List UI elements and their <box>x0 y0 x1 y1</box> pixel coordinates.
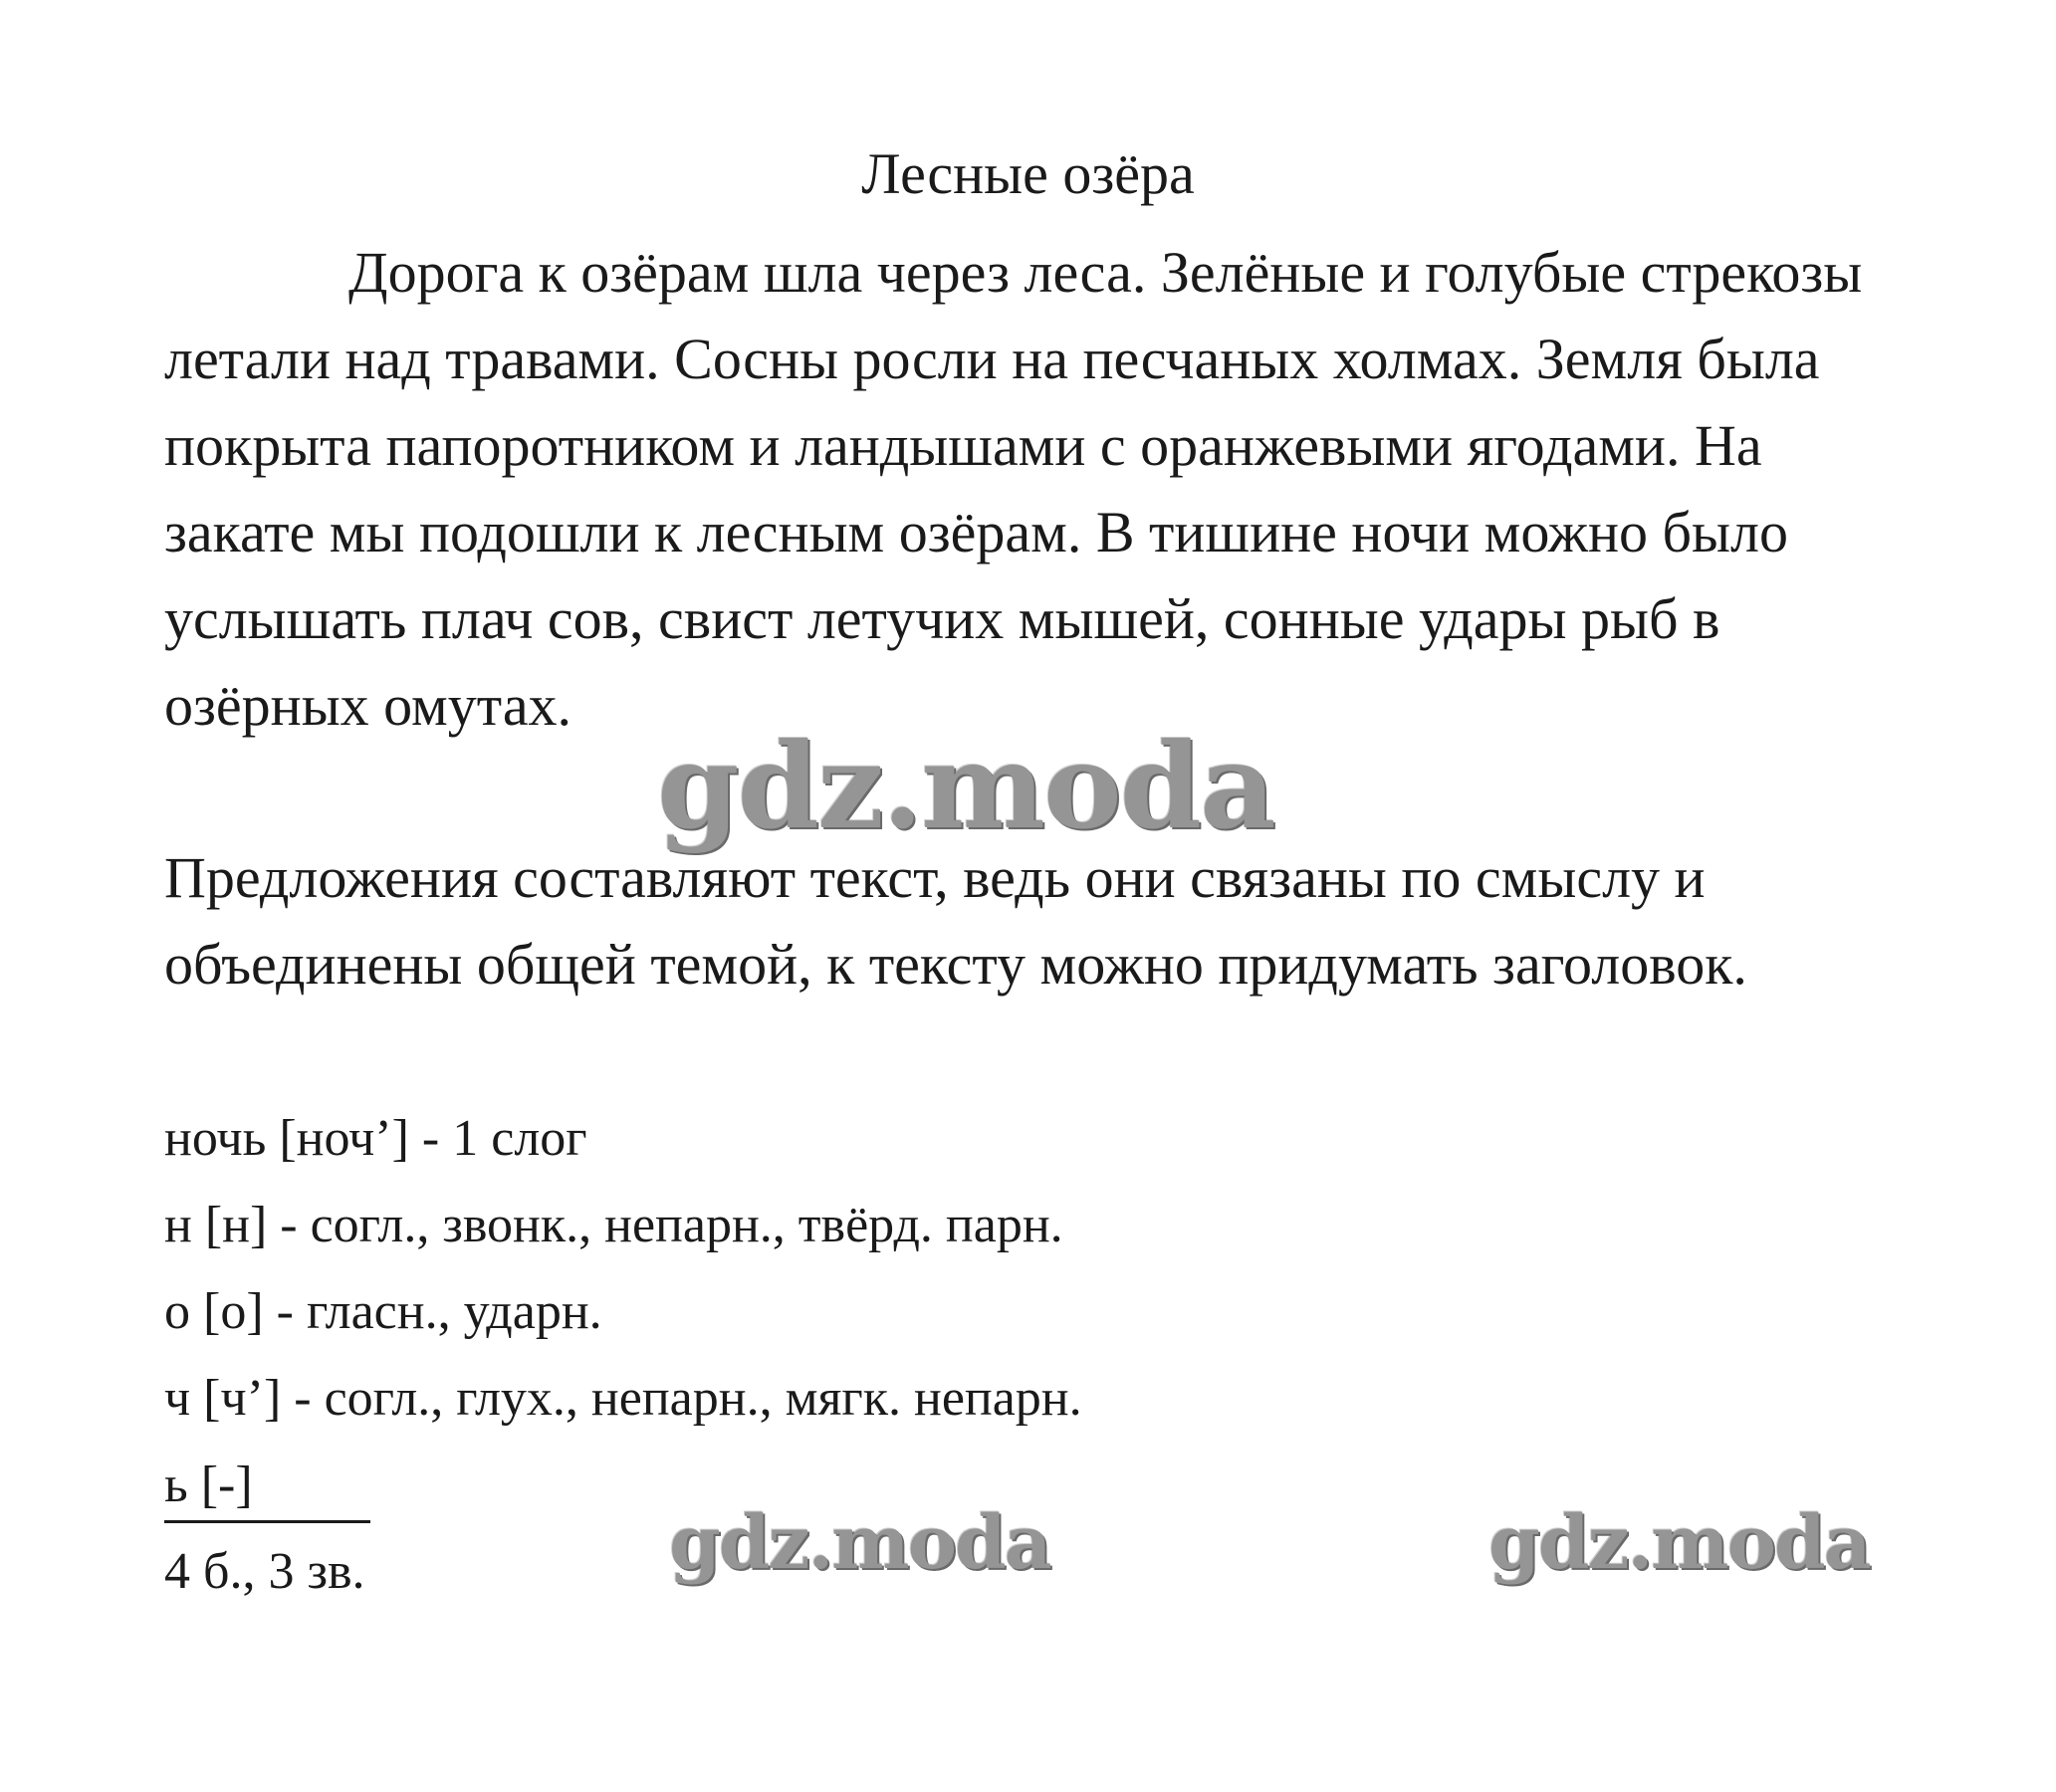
line-text: Дорога к озёрам шла через леса. Зелёные и голубые стрекозы <box>348 240 1863 305</box>
paragraph-line: услышать плач сов, свист летучих мышей, сонные удары рыб в <box>164 586 1720 651</box>
paragraph-line: закате мы подошли к лесным озёрам. В тишине ночи можно было <box>164 500 1788 564</box>
phonetic-row <box>164 1442 370 1528</box>
paragraph-line <box>164 229 1937 316</box>
phonetic-row: ч [ч’] - согл., глух., непарн., мягк. непарн. <box>164 1370 1082 1427</box>
phonetic-word: ночь [ноч’] - 1 слог <box>164 1110 587 1167</box>
watermark-logo: gdz.moda <box>657 717 1274 855</box>
paragraph-line: Предложения составляют текст, ведь они связаны по смыслу и <box>164 845 1706 910</box>
phonetic-row: н [н] - согл., звонк., непарн., твёрд. парн. <box>164 1197 1063 1253</box>
answer-paragraph <box>164 834 1937 1008</box>
watermark-logo: gdz.moda <box>1488 1500 1870 1586</box>
watermark-logo: gdz.moda <box>669 1500 1050 1586</box>
paragraph-line: летали над травами. Сосны росли на песчаных холмах. Земля была <box>164 327 1820 391</box>
phonetic-summary: 4 б., 3 зв. <box>164 1543 365 1600</box>
text-paragraph <box>164 229 1937 749</box>
document-title <box>0 139 2056 209</box>
paragraph-line: объединены общей темой, к тексту можно придумать заголовок. <box>164 932 1747 997</box>
title-text: Лесные озёра <box>861 141 1195 206</box>
phonetic-row: о [о] - гласн., ударн. <box>164 1283 602 1340</box>
paragraph-line: озёрных омутах. <box>164 673 572 738</box>
underlined-row-text: ь [-] <box>164 1451 370 1523</box>
paragraph-line: покрыта папоротником и ландышами с оранжевыми ягодами. На <box>164 413 1762 478</box>
